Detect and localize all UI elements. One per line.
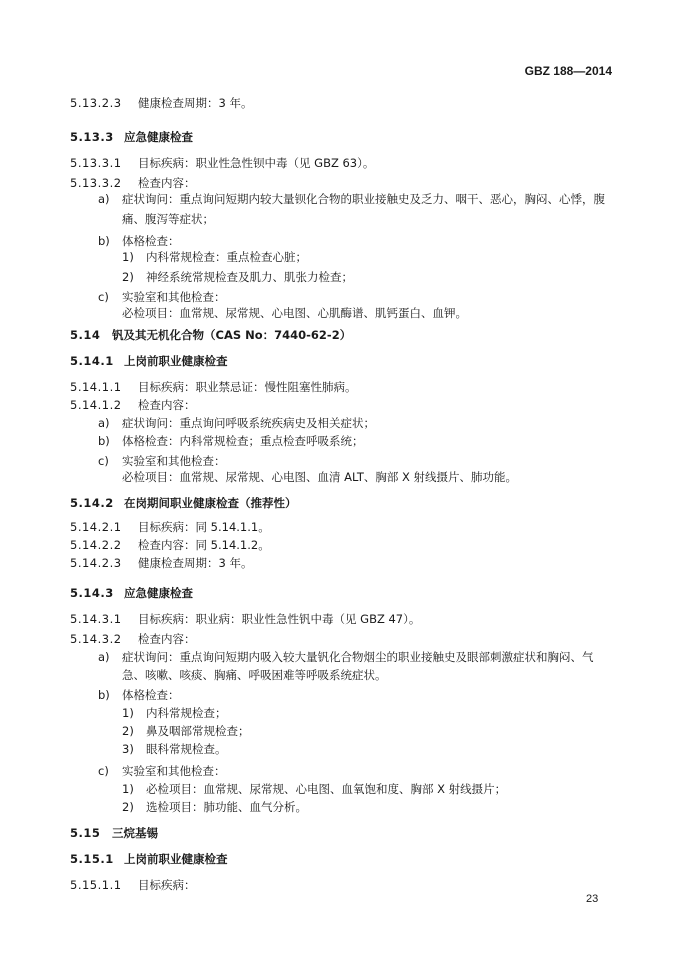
- list-item-text: 内科常规检查；: [146, 706, 227, 720]
- list-item-text: 症状询问：重点询问短期内吸入较大量钒化合物烟尘的职业接触史及眼部刺激症状和胸闷、气: [122, 650, 594, 664]
- clause-number: 5.13.3.2: [70, 176, 122, 190]
- clause-text: 健康检查周期：3 年。: [138, 556, 253, 570]
- page-number: 23: [586, 893, 599, 905]
- section-heading-text: 上岗前职业健康检查: [124, 852, 228, 866]
- section-heading-number: 5.14.1: [70, 354, 114, 368]
- section-heading-number: 5.14.2: [70, 496, 114, 510]
- list-marker: c): [98, 454, 109, 468]
- clause-text: 检查内容：: [138, 632, 196, 646]
- continuation-text: 必检项目：血常规、尿常规、心电图、血清 ALT、胸部 X 射线摄片、肺功能。: [122, 470, 518, 484]
- list-item-text: 症状询问：重点询问呼吸系统疾病史及相关症状；: [122, 416, 375, 430]
- clause-text: 检查内容：: [138, 398, 196, 412]
- list-marker: 2): [122, 270, 134, 284]
- list-marker: b): [98, 434, 110, 448]
- list-item-text: 内科常规检查：重点检查心脏；: [146, 250, 307, 264]
- list-marker: a): [98, 192, 110, 206]
- list-item-text: 鼻及咽部常规检查；: [146, 724, 250, 738]
- list-marker: c): [98, 290, 109, 304]
- list-marker: b): [98, 688, 110, 702]
- list-marker: 1): [122, 706, 134, 720]
- section-heading-number: 5.15.1: [70, 852, 114, 866]
- clause-number: 5.13.2.3: [70, 96, 122, 110]
- list-marker: a): [98, 650, 110, 664]
- list-item-text: 选检项目：肺功能、血气分析。: [146, 800, 307, 814]
- section-heading-text: 钒及其无机化合物（CAS No：7440-62-2）: [112, 328, 352, 342]
- continuation-text: 急、咳嗽、咳痰、胸痛、呼吸困难等呼吸系统症状。: [122, 668, 387, 682]
- clause-number: 5.14.1.2: [70, 398, 122, 412]
- clause-text: 目标疾病：同 5.14.1.1。: [138, 520, 270, 534]
- clause-text: 目标疾病：职业性急性钡中毒（见 GBZ 63）。: [138, 156, 375, 170]
- section-heading-number: 5.14: [70, 328, 101, 342]
- clause-number: 5.14.3.1: [70, 612, 122, 626]
- clause-number: 5.14.3.2: [70, 632, 122, 646]
- list-marker: 2): [122, 800, 134, 814]
- list-item-text: 神经系统常规检查及肌力、肌张力检查；: [146, 270, 353, 284]
- list-marker: a): [98, 416, 110, 430]
- section-heading-number: 5.14.3: [70, 586, 114, 600]
- list-item-text: 实验室和其他检查：: [122, 764, 226, 778]
- clause-number: 5.14.2.3: [70, 556, 122, 570]
- list-item-text: 眼科常规检查。: [146, 742, 227, 756]
- list-item-text: 必检项目：血常规、尿常规、心电图、血氧饱和度、胸部 X 射线摄片；: [146, 782, 507, 796]
- standard-code-header: GBZ 188—2014: [524, 64, 612, 78]
- list-item-text: 体格检查：: [122, 688, 180, 702]
- clause-text: 目标疾病：职业病：职业性急性钒中毒（见 GBZ 47）。: [138, 612, 421, 626]
- section-heading-number: 5.13.3: [70, 130, 114, 144]
- clause-text: 检查内容：: [138, 176, 196, 190]
- list-item-text: 体格检查：内科常规检查；重点检查呼吸系统；: [122, 434, 364, 448]
- clause-number: 5.13.3.1: [70, 156, 122, 170]
- section-heading-text: 上岗前职业健康检查: [124, 354, 228, 368]
- list-item-text: 症状询问：重点询问短期内较大量钡化合物的职业接触史及乏力、咽干、恶心，胸闷、心悸，腹: [122, 192, 605, 206]
- clause-number: 5.14.1.1: [70, 380, 122, 394]
- list-marker: 2): [122, 724, 134, 738]
- list-marker: c): [98, 764, 109, 778]
- clause-text: 目标疾病：: [138, 878, 196, 892]
- clause-text: 检查内容：同 5.14.1.2。: [138, 538, 270, 552]
- section-heading-text: 在岗期间职业健康检查（推荐性）: [124, 496, 297, 510]
- list-marker: b): [98, 234, 110, 248]
- list-marker: 3): [122, 742, 134, 756]
- list-marker: 1): [122, 782, 134, 796]
- section-heading-number: 5.15: [70, 826, 101, 840]
- clause-number: 5.14.2.2: [70, 538, 122, 552]
- clause-text: 健康检查周期：3 年。: [138, 96, 253, 110]
- continuation-text: 痛、腹泻等症状；: [122, 212, 214, 226]
- clause-text: 目标疾病：职业禁忌证：慢性阻塞性肺病。: [138, 380, 357, 394]
- list-item-text: 实验室和其他检查：: [122, 290, 226, 304]
- continuation-text: 必检项目：血常规、尿常规、心电图、心肌酶谱、肌钙蛋白、血钾。: [122, 306, 467, 320]
- clause-number: 5.14.2.1: [70, 520, 122, 534]
- section-heading-text: 应急健康检查: [124, 130, 193, 144]
- list-item-text: 实验室和其他检查：: [122, 454, 226, 468]
- section-heading-text: 应急健康检查: [124, 586, 193, 600]
- section-heading-text: 三烷基锡: [112, 826, 158, 840]
- list-item-text: 体格检查：: [122, 234, 180, 248]
- clause-number: 5.15.1.1: [70, 878, 122, 892]
- list-marker: 1): [122, 250, 134, 264]
